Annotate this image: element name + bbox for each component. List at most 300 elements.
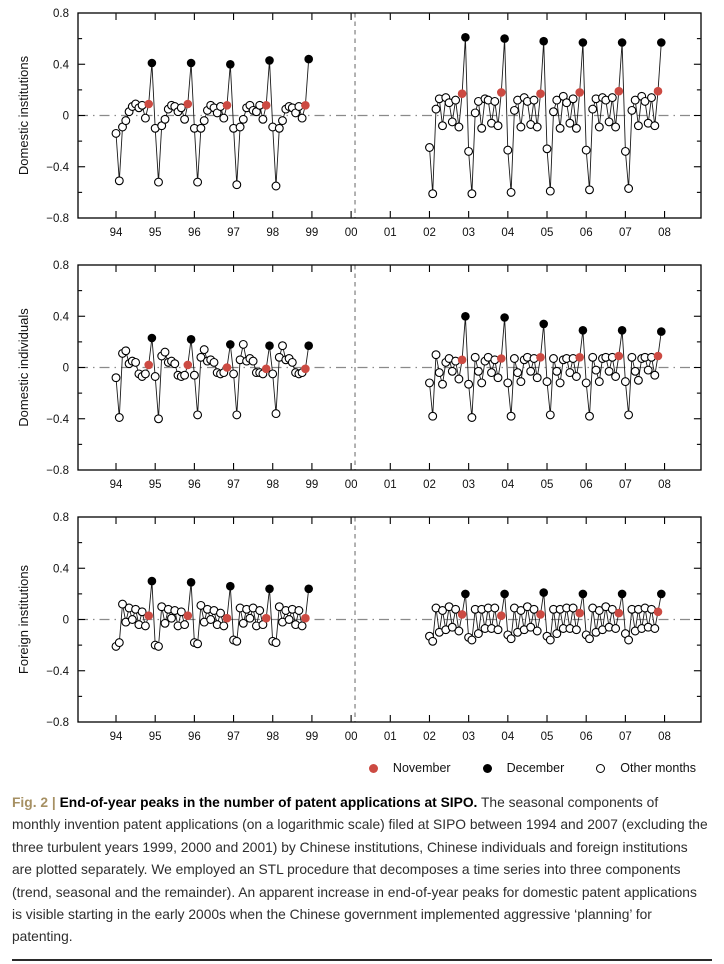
chart-panel-foreign-institutions: [0, 504, 724, 756]
data-point-other: [435, 369, 443, 377]
data-point-other: [625, 636, 633, 644]
data-point-other: [279, 117, 287, 125]
data-point-other: [429, 637, 437, 645]
data-point-november: [497, 354, 506, 363]
data-point-other: [530, 96, 538, 104]
x-tick-label: 05: [540, 479, 554, 491]
x-tick-label: 99: [305, 731, 319, 743]
data-point-other: [511, 355, 519, 363]
data-point-november: [497, 88, 506, 97]
legend: [0, 756, 724, 780]
data-point-other: [556, 124, 564, 132]
y-tick-label: 0.8: [53, 512, 69, 524]
data-point-november: [654, 352, 663, 361]
data-point-other: [448, 367, 456, 375]
y-axis-title: Foreign institutions: [16, 564, 31, 675]
data-point-other: [210, 359, 218, 367]
data-point-other: [507, 412, 515, 420]
data-point-other: [471, 109, 479, 117]
data-point-other: [171, 360, 179, 368]
data-point-november: [497, 611, 506, 620]
legend-item-december: [483, 761, 565, 775]
data-point-other: [194, 411, 202, 419]
data-point-other: [279, 342, 287, 350]
data-point-other: [530, 605, 538, 613]
data-point-november: [458, 89, 467, 98]
x-tick-label: 95: [148, 731, 162, 743]
data-point-other: [533, 123, 541, 131]
x-tick-label: 02: [423, 227, 436, 239]
y-tick-label: −0.4: [46, 413, 69, 426]
data-point-other: [272, 639, 280, 647]
data-point-other: [517, 123, 525, 131]
data-point-other: [155, 643, 163, 651]
data-point-other: [475, 367, 483, 375]
data-point-other: [595, 378, 603, 386]
y-axis-title: Domestic individuals: [16, 308, 31, 427]
data-point-december: [226, 582, 235, 591]
data-point-other: [533, 627, 541, 635]
data-point-other: [426, 144, 434, 152]
data-point-other: [651, 625, 659, 633]
data-point-other: [465, 380, 473, 388]
data-point-other: [543, 145, 551, 153]
y-tick-label: −0.8: [46, 213, 69, 225]
data-point-other: [239, 619, 247, 627]
data-point-other: [233, 637, 241, 645]
data-point-december: [657, 38, 666, 47]
data-point-other: [504, 379, 512, 387]
data-point-december: [304, 585, 313, 594]
x-tick-label: 96: [187, 731, 201, 743]
data-point-other: [239, 341, 247, 349]
data-point-other: [142, 370, 150, 378]
x-tick-label: 03: [462, 227, 476, 239]
data-point-november: [223, 101, 232, 110]
y-tick-label: 0.8: [53, 8, 69, 20]
data-point-other: [625, 411, 633, 419]
data-point-other: [573, 124, 581, 132]
x-tick-label: 05: [540, 227, 554, 239]
data-point-other: [220, 622, 228, 630]
data-point-other: [439, 380, 447, 388]
data-point-other: [161, 619, 169, 627]
data-point-december: [187, 59, 196, 68]
data-point-other: [256, 607, 264, 615]
other-months-marker-icon: [596, 764, 605, 773]
data-point-december: [539, 320, 548, 329]
y-tick-label: 0.8: [53, 260, 69, 272]
data-point-other: [465, 148, 473, 156]
data-point-december: [265, 56, 274, 65]
data-point-other: [197, 124, 205, 132]
data-point-november: [536, 353, 545, 362]
data-point-other: [582, 379, 590, 387]
data-point-other: [546, 187, 554, 195]
data-point-other: [644, 366, 652, 374]
data-point-other: [298, 622, 306, 630]
data-point-other: [132, 359, 140, 367]
data-point-november: [144, 361, 153, 370]
data-point-other: [468, 190, 476, 198]
data-point-other: [220, 114, 228, 122]
data-point-other: [128, 616, 136, 624]
x-tick-label: 94: [109, 731, 123, 743]
data-point-december: [618, 326, 627, 335]
data-point-other: [625, 185, 633, 193]
y-tick-label: −0.4: [46, 665, 69, 678]
data-point-november: [458, 610, 467, 619]
data-point-other: [514, 369, 522, 377]
data-point-other: [628, 107, 636, 115]
legend-label-november: November: [392, 761, 451, 775]
bottom-divider-rule: [12, 959, 712, 961]
data-point-other: [161, 348, 169, 356]
data-point-other: [432, 105, 440, 113]
x-tick-label: 94: [109, 479, 123, 491]
data-point-other: [586, 186, 594, 194]
x-tick-label: 05: [540, 731, 554, 743]
data-point-other: [635, 122, 643, 130]
x-tick-label: 04: [501, 479, 515, 491]
data-point-december: [187, 335, 196, 344]
data-point-november: [575, 609, 584, 618]
x-tick-label: 04: [501, 731, 515, 743]
y-tick-label: 0: [62, 614, 69, 627]
data-point-other: [553, 367, 561, 375]
x-tick-label: 01: [383, 227, 397, 239]
data-point-other: [507, 189, 515, 197]
data-point-december: [265, 341, 274, 350]
data-point-other: [112, 374, 120, 382]
data-point-other: [648, 94, 656, 102]
data-point-other: [592, 366, 600, 374]
data-point-other: [628, 353, 636, 361]
data-point-other: [455, 375, 463, 383]
data-point-other: [194, 178, 202, 186]
data-point-november: [301, 365, 310, 374]
data-point-other: [249, 357, 257, 365]
data-point-december: [579, 590, 588, 599]
data-point-other: [112, 130, 120, 138]
x-tick-label: 04: [501, 227, 515, 239]
data-point-december: [500, 313, 509, 322]
x-tick-label: 07: [618, 227, 632, 239]
y-tick-label: 0.4: [53, 59, 69, 72]
data-point-other: [589, 105, 597, 113]
data-point-december: [304, 341, 313, 350]
data-point-november: [184, 611, 193, 620]
data-point-other: [168, 614, 176, 622]
data-point-november: [615, 87, 624, 96]
x-tick-label: 06: [579, 731, 593, 743]
y-tick-label: 0: [62, 362, 69, 375]
data-point-december: [539, 588, 548, 597]
data-point-december: [265, 585, 274, 594]
x-tick-label: 98: [266, 227, 280, 239]
data-point-other: [550, 108, 558, 116]
data-point-other: [259, 115, 267, 123]
data-point-other: [155, 178, 163, 186]
data-point-december: [304, 55, 313, 64]
data-point-other: [491, 604, 499, 612]
data-point-other: [426, 379, 434, 387]
data-point-december: [579, 326, 588, 335]
data-point-other: [236, 123, 244, 131]
x-tick-label: 07: [618, 731, 632, 743]
data-point-november: [615, 352, 624, 361]
data-point-other: [295, 607, 303, 615]
x-tick-label: 08: [658, 479, 671, 491]
november-marker-icon: [369, 764, 378, 773]
data-point-other: [285, 616, 293, 624]
chart-panel-domestic-institutions: [0, 0, 724, 252]
data-point-other: [115, 414, 123, 422]
data-point-december: [539, 37, 548, 46]
x-tick-label: 97: [227, 227, 240, 239]
data-point-other: [586, 412, 594, 420]
data-point-november: [654, 608, 663, 617]
data-point-december: [657, 327, 666, 336]
data-point-november: [184, 100, 193, 109]
x-tick-label: 97: [227, 731, 240, 743]
data-point-other: [612, 123, 620, 131]
data-point-december: [461, 312, 470, 321]
data-point-other: [546, 411, 554, 419]
chart-panel-domestic-individuals: [0, 252, 724, 504]
data-point-other: [471, 353, 479, 361]
x-tick-label: 00: [344, 227, 358, 239]
data-point-other: [432, 351, 440, 359]
data-point-other: [494, 122, 502, 130]
data-point-other: [161, 115, 169, 123]
data-point-other: [478, 124, 486, 132]
data-point-december: [226, 340, 235, 349]
data-point-november: [575, 88, 584, 97]
data-point-november: [458, 356, 467, 365]
x-tick-label: 00: [344, 479, 358, 491]
caption-body: The seasonal components of monthly invention patent applications (on a logarithmic scale) filed at SIPO between 1994 and 2007 (excluding the three turbulent years 1999, 2000 and 2001) by Chinese institutions, Chinese individuals and foreign institutions are plotted separately. We employed an STL procedure that decomposes a time series into three components (trend, seasonal and the remainder). An apparent increase in end-of-year peaks for domestic patent applications is visible starting in the early 2000s when the Chinese government implemented aggressive ‘planning’ for patenting.: [12, 795, 708, 945]
data-point-other: [439, 122, 447, 130]
data-point-other: [115, 639, 123, 647]
x-tick-label: 08: [658, 227, 671, 239]
data-point-november: [223, 363, 232, 372]
data-point-november: [301, 614, 310, 623]
data-point-other: [468, 636, 476, 644]
data-point-other: [122, 117, 130, 125]
data-point-november: [184, 361, 193, 370]
x-tick-label: 98: [266, 731, 280, 743]
data-point-november: [262, 101, 271, 110]
data-point-other: [504, 146, 512, 154]
data-point-december: [500, 590, 509, 599]
data-point-other: [115, 177, 123, 185]
data-point-other: [288, 359, 296, 367]
data-point-november: [654, 87, 663, 96]
data-point-other: [298, 114, 306, 122]
data-point-other: [605, 118, 613, 126]
data-point-other: [556, 379, 564, 387]
x-tick-label: 00: [344, 731, 358, 743]
data-point-other: [455, 123, 463, 131]
data-point-november: [144, 611, 153, 620]
x-tick-label: 06: [579, 479, 593, 491]
data-point-november: [262, 614, 271, 623]
data-point-december: [618, 590, 627, 599]
data-point-other: [595, 123, 603, 131]
x-tick-label: 07: [618, 479, 632, 491]
data-point-december: [148, 577, 157, 586]
data-point-other: [612, 373, 620, 381]
data-point-other: [200, 346, 208, 354]
caption-label: Fig. 2 |: [12, 795, 56, 810]
data-point-other: [239, 115, 247, 123]
x-tick-label: 97: [227, 479, 240, 491]
data-point-other: [550, 355, 558, 363]
data-point-other: [494, 626, 502, 634]
data-point-other: [429, 412, 437, 420]
data-point-other: [200, 117, 208, 125]
x-tick-label: 99: [305, 479, 319, 491]
x-tick-label: 01: [383, 479, 397, 491]
y-tick-label: −0.4: [46, 161, 69, 174]
data-point-other: [151, 373, 159, 381]
legend-label-december: December: [506, 761, 565, 775]
data-point-other: [122, 347, 130, 355]
data-point-november: [615, 609, 624, 618]
x-tick-label: 03: [462, 731, 476, 743]
data-point-other: [573, 626, 581, 634]
data-point-other: [194, 640, 202, 648]
x-tick-label: 98: [266, 479, 280, 491]
x-tick-label: 94: [109, 227, 123, 239]
data-point-other: [155, 415, 163, 423]
data-point-other: [527, 367, 535, 375]
data-point-other: [507, 635, 515, 643]
y-tick-label: 0: [62, 110, 69, 123]
x-tick-label: 96: [187, 479, 201, 491]
data-point-other: [181, 371, 189, 379]
data-point-other: [142, 622, 150, 630]
x-tick-label: 95: [148, 227, 162, 239]
x-tick-label: 01: [383, 731, 397, 743]
y-axis-title: Domestic institutions: [16, 55, 31, 176]
y-tick-label: 0.4: [53, 563, 69, 576]
data-point-other: [566, 119, 574, 127]
x-tick-label: 02: [423, 479, 436, 491]
figure-caption: [12, 792, 710, 949]
data-point-other: [181, 621, 189, 629]
data-point-other: [468, 414, 476, 422]
data-point-other: [452, 96, 460, 104]
x-tick-label: 96: [187, 227, 201, 239]
data-point-other: [494, 374, 502, 382]
data-point-other: [651, 122, 659, 130]
y-tick-label: −0.8: [46, 465, 69, 477]
data-point-other: [448, 118, 456, 126]
data-point-december: [657, 590, 666, 599]
series-line: [430, 316, 662, 417]
x-tick-label: 95: [148, 479, 162, 491]
data-point-other: [491, 98, 499, 106]
data-point-other: [635, 376, 643, 384]
december-marker-icon: [483, 764, 492, 773]
data-point-other: [511, 107, 519, 115]
data-point-other: [233, 181, 241, 189]
data-point-november: [223, 614, 232, 623]
caption-title: End-of-year peaks in the number of patent applications at SIPO.: [59, 795, 478, 810]
data-point-other: [230, 370, 238, 378]
data-point-other: [589, 353, 597, 361]
data-point-other: [452, 605, 460, 613]
data-point-other: [455, 627, 463, 635]
legend-item-other-months: [596, 761, 696, 775]
data-point-november: [301, 101, 310, 110]
x-tick-label: 02: [423, 731, 436, 743]
data-point-other: [181, 115, 189, 123]
data-point-other: [631, 367, 639, 375]
data-point-november: [144, 100, 153, 109]
data-point-december: [148, 59, 157, 68]
x-tick-label: 08: [658, 731, 671, 743]
data-point-december: [226, 60, 235, 69]
data-point-other: [475, 630, 483, 638]
data-point-other: [622, 148, 630, 156]
data-point-november: [575, 353, 584, 362]
data-point-other: [142, 114, 150, 122]
data-point-other: [582, 146, 590, 154]
data-point-december: [461, 590, 470, 599]
data-point-other: [543, 378, 551, 386]
data-point-other: [586, 635, 594, 643]
data-point-other: [608, 94, 616, 102]
data-point-december: [187, 578, 196, 587]
data-point-other: [569, 95, 577, 103]
data-point-december: [148, 334, 157, 343]
data-point-december: [500, 34, 509, 43]
data-point-other: [622, 378, 630, 386]
data-point-december: [618, 38, 627, 47]
data-point-december: [461, 33, 470, 42]
data-point-other: [517, 378, 525, 386]
data-point-other: [429, 190, 437, 198]
x-tick-label: 06: [579, 227, 593, 239]
data-point-other: [546, 636, 554, 644]
data-point-other: [269, 370, 277, 378]
data-point-other: [272, 182, 280, 190]
data-point-other: [275, 124, 283, 132]
x-tick-label: 03: [462, 479, 476, 491]
data-point-other: [573, 373, 581, 381]
data-point-other: [207, 616, 215, 624]
data-point-other: [191, 371, 199, 379]
data-point-other: [233, 411, 241, 419]
y-tick-label: 0.4: [53, 311, 69, 324]
legend-item-november: [369, 761, 451, 775]
data-point-other: [533, 374, 541, 382]
data-point-other: [246, 614, 254, 622]
data-point-other: [272, 410, 280, 418]
data-point-other: [605, 367, 613, 375]
data-point-november: [536, 610, 545, 619]
y-tick-label: −0.8: [46, 717, 69, 729]
x-tick-label: 99: [305, 227, 319, 239]
data-point-other: [569, 604, 577, 612]
data-point-december: [579, 38, 588, 47]
data-point-other: [478, 379, 486, 387]
data-point-other: [488, 369, 496, 377]
data-point-other: [612, 625, 620, 633]
